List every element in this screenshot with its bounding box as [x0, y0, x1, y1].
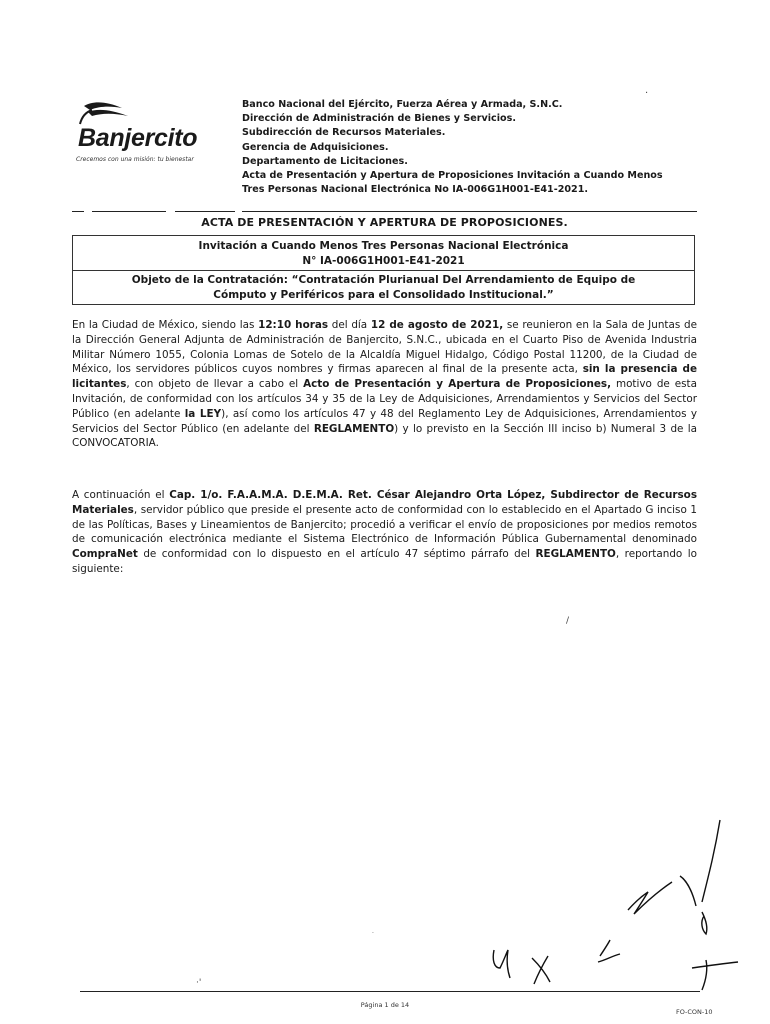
bold-text: sin la presencia de licitantes: [72, 363, 698, 391]
header-divider: [175, 211, 235, 212]
text: , reportando lo siguiente:: [72, 548, 697, 575]
signature-initials: [470, 810, 760, 995]
header-line: Gerencia de Adquisiciones.: [242, 141, 389, 153]
objeto-line: Objeto de la Contratación: “Contratación Plurianual Del Arrendamiento de Equipo de: [131, 274, 636, 286]
eagle-wing-icon: [78, 100, 138, 126]
header-divider: [242, 211, 697, 212]
acta-title: ACTA DE PRESENTACIÓN Y APERTURA DE PROPOSICIONES.: [201, 216, 568, 229]
bold-text: CompraNet: [72, 548, 138, 561]
invitation-type: Invitación a Cuando Menos Tres Personas Nacional Electrónica: [198, 240, 569, 252]
banjercito-logo: [60, 100, 230, 170]
text: ) y lo previsto en la Sección III inciso b) Numeral 3 de la CONVOCATORIA.: [72, 422, 697, 450]
header-line: Tres Personas Nacional Electrónica No IA-006G1H001-E41-2021.: [242, 184, 589, 196]
paragraph-2: [72, 488, 697, 577]
paragraph-1: [72, 318, 697, 451]
invitation-box: [72, 235, 695, 271]
bold-text: REGLAMENTO: [313, 422, 395, 435]
text: , servidor público que preside el presente acto de conformidad con lo establecido en el Apartado G inciso 1 de las Políticas, Bases y Lineamientos de Banjercito; procedió a verificar el envío de proposiciones por medios remotos de comunicación electrónica mediante el Sistema Electrónico de Información Pública Gubernamental denominado: [72, 503, 697, 546]
header-line: Dirección de Administración de Bienes y Servicios.: [242, 113, 516, 125]
text: motivo de esta Invitación, de conformidad con los artículos 34 y 35 de la Ley de Adquisiciones, Arrendamientos y Servicios del Sector Público (en adelante: [72, 378, 697, 420]
logo-tagline: Crecemos con una misión: tu bienestar: [76, 156, 194, 163]
objeto-line: Cómputo y Periféricos para el Consolidado Institucional.”: [213, 289, 554, 301]
text: En la Ciudad de México, siendo las: [72, 319, 259, 331]
invitation-number: N° IA-006G1H001-E41-2021: [302, 255, 465, 267]
bold-text: 12 de agosto de 2021,: [370, 319, 504, 331]
text: , con objeto de llevar a cabo el: [126, 378, 304, 391]
header-line: Banco Nacional del Ejército, Fuerza Aérea y Armada, S.N.C.: [242, 99, 563, 110]
bold-text: Acto de Presentación y Apertura de Proposiciones,: [303, 378, 612, 391]
scan-mark: ·: [372, 930, 374, 937]
objeto-box: [72, 271, 695, 305]
logo-wordmark: Banjercito: [78, 124, 198, 152]
header-line: Departamento de Licitaciones.: [242, 155, 408, 167]
scan-mark: ·': [196, 978, 202, 988]
scan-mark: /: [566, 616, 570, 626]
scan-mark: ·: [645, 88, 649, 99]
header-divider: [72, 211, 84, 212]
header-divider: [92, 211, 166, 212]
page-number: Página 1 de 14: [360, 1001, 410, 1009]
header-line: Acta de Presentación y Apertura de Proposiciones Invitación a Cuando Menos: [242, 170, 663, 182]
bold-text: la LEY: [184, 407, 222, 420]
document-header: [242, 98, 712, 197]
form-code: FO-CON-10: [676, 1008, 713, 1016]
text: se reunieron en la Sala de Juntas de la Dirección General Adjunta de Administración de Banjercito, S.N.C., ubicada en el Cuarto Piso de Avenida Industria Militar Número 1055, Colonia Lomas de Sotelo de la Alcaldía Miguel Hidalgo, Código Postal 11200, de la Ciudad de México, los servidores públicos cuyos nombres y firmas aparecen al final de la presente acta,: [72, 319, 697, 376]
text: del día: [328, 319, 371, 331]
bold-text: REGLAMENTO: [535, 548, 616, 561]
footer-divider: [80, 991, 700, 992]
text: de conformidad con lo dispuesto en el artículo 47 séptimo párrafo del: [137, 548, 536, 561]
text: A continuación el: [72, 489, 170, 501]
header-line: Subdirección de Recursos Materiales.: [242, 127, 446, 139]
bold-text: Cap. 1/o. F.A.A.M.A. D.E.M.A. Ret. César Alejandro Orta López, Subdirector de Recursos Materiales: [72, 489, 697, 516]
bold-text: 12:10 horas: [258, 319, 329, 331]
text: ), así como los artículos 47 y 48 del Reglamento Ley de Adquisiciones, Arrendamientos y Servicios del Sector Público (en adelante del: [72, 407, 697, 435]
